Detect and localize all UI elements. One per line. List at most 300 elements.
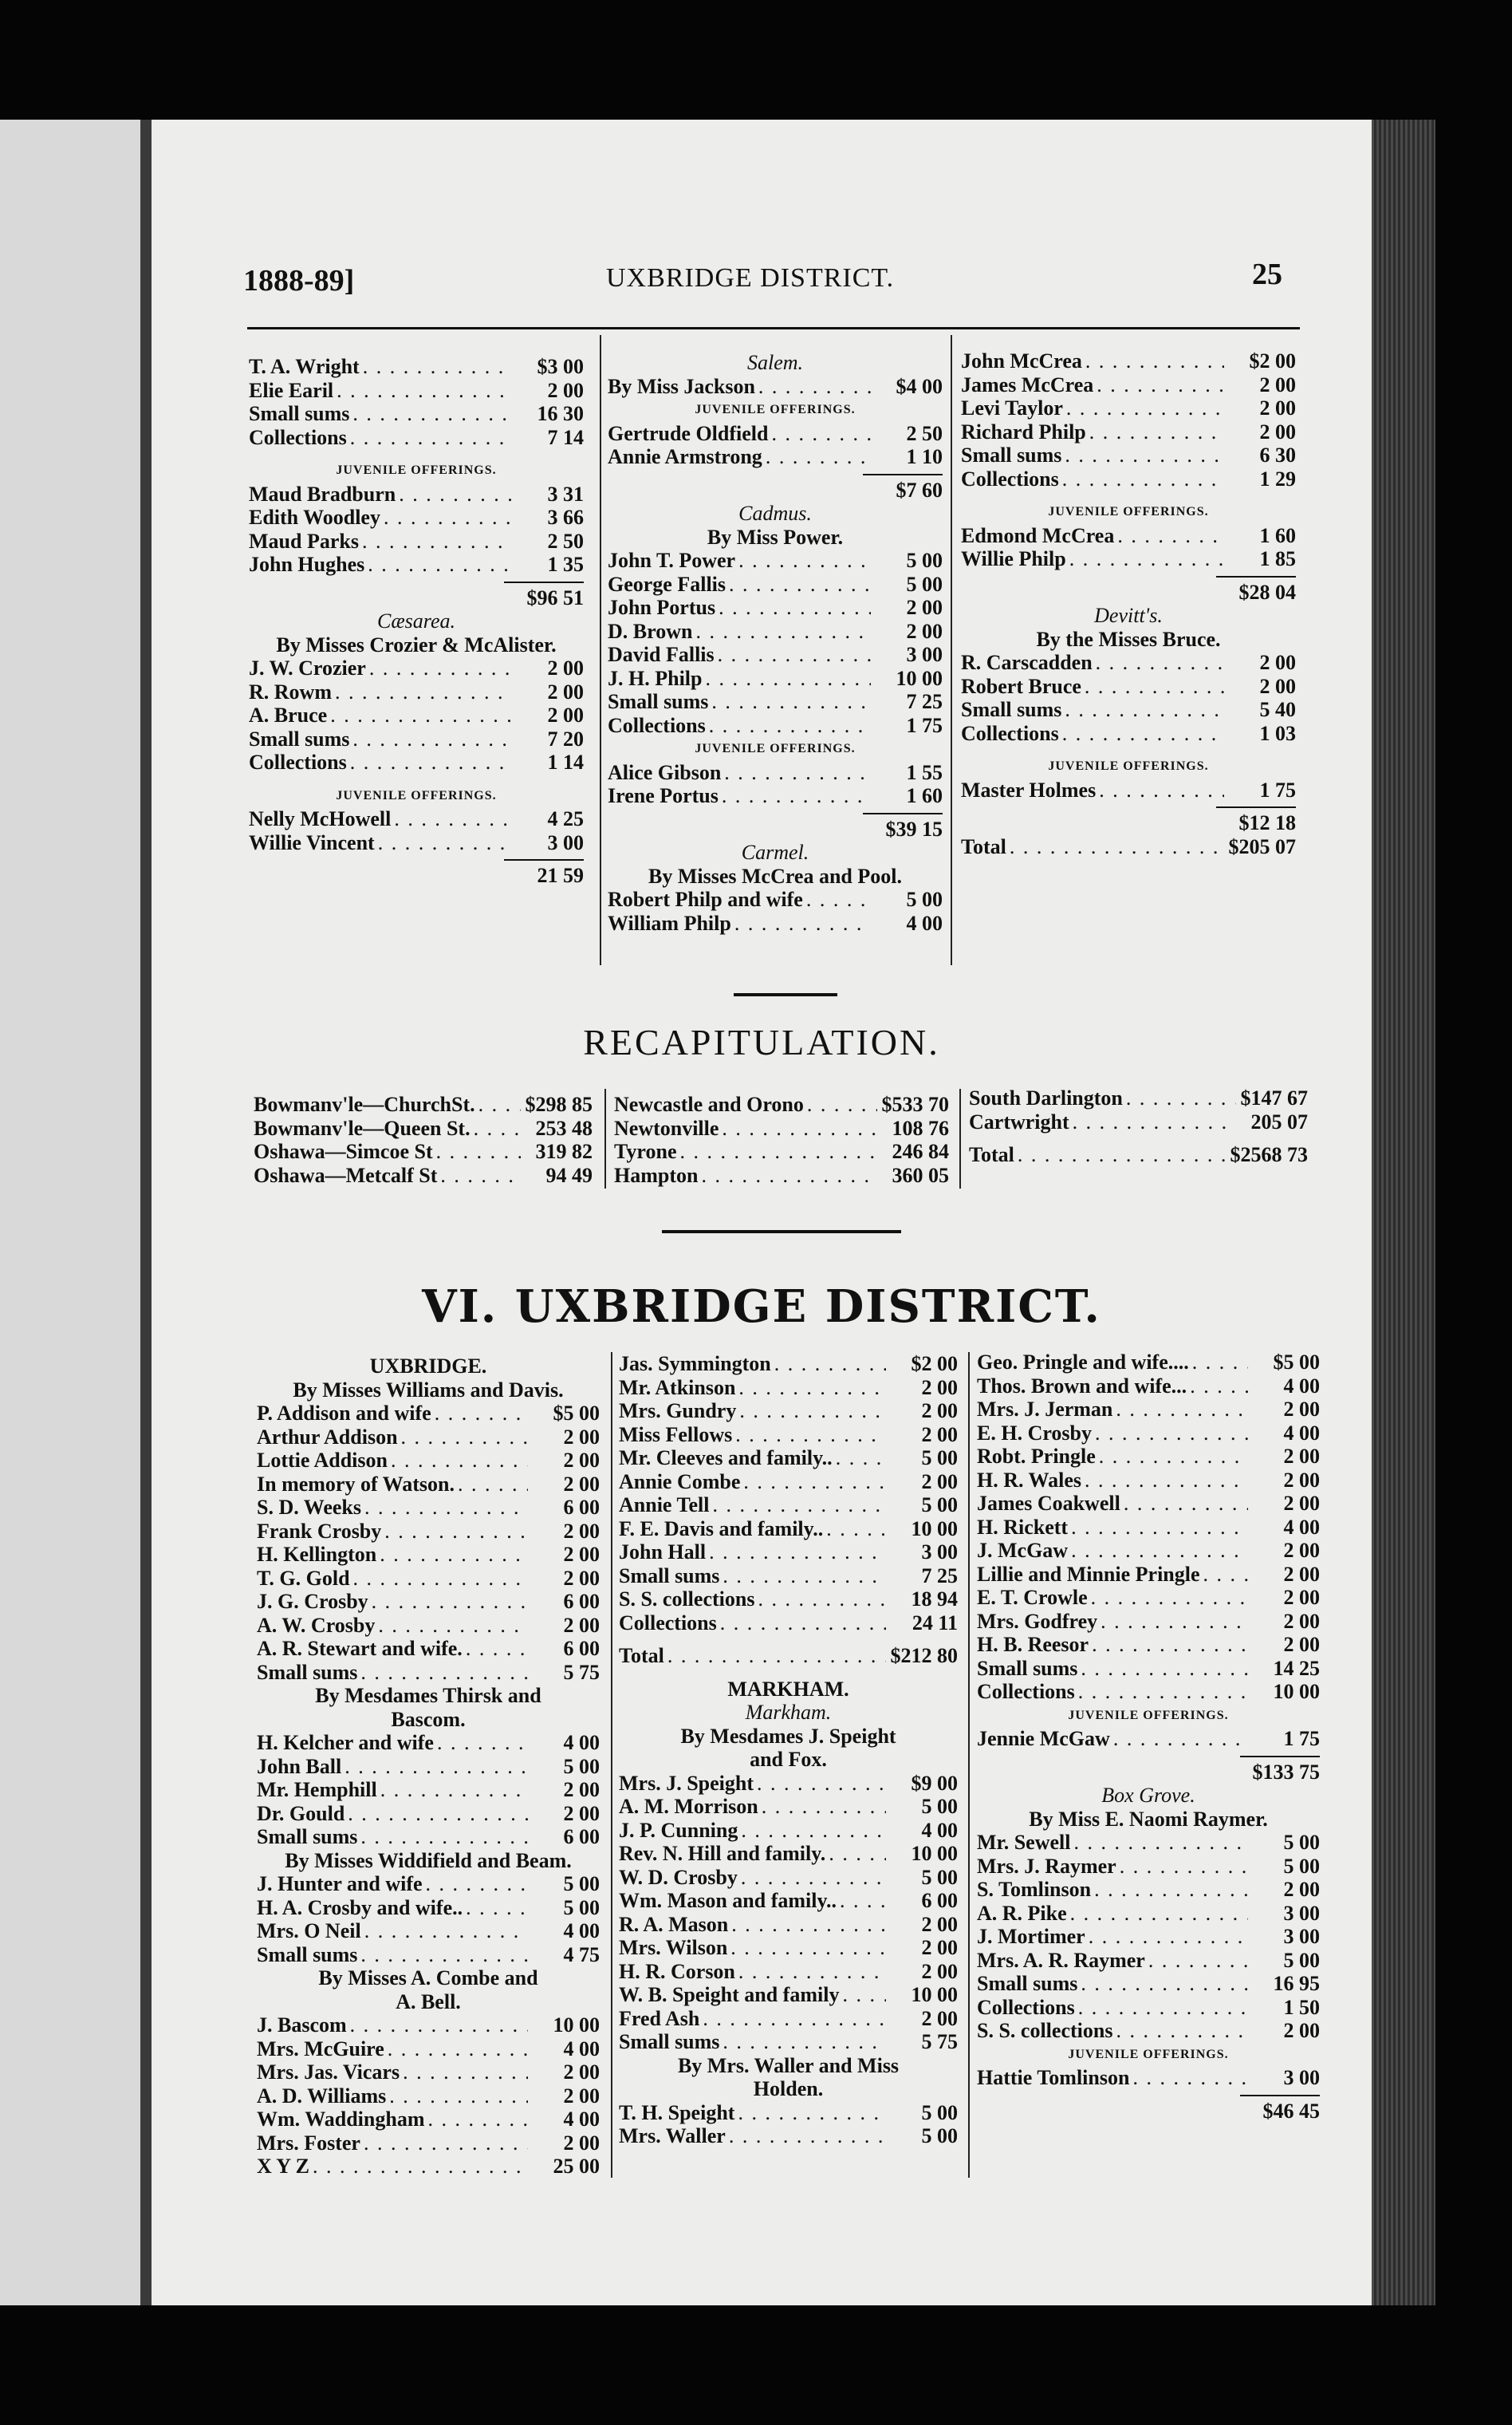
list-item bbox=[619, 1889, 958, 1913]
list-item bbox=[257, 1590, 600, 1614]
entry-name: Collections bbox=[977, 1995, 1075, 2019]
entry-amount: 3 00 bbox=[921, 1540, 958, 1563]
entry-amount: 2 00 bbox=[563, 1543, 600, 1566]
spacer bbox=[619, 1634, 958, 1644]
list-item bbox=[619, 2124, 958, 2148]
leader-dots bbox=[719, 1564, 886, 1588]
list-item bbox=[249, 553, 584, 577]
leader-dots bbox=[706, 1540, 886, 1564]
entry-name: James Coakwell bbox=[977, 1492, 1120, 1515]
list-item bbox=[619, 1772, 958, 1796]
subsection-label: JUVENILE OFFERINGS. bbox=[336, 788, 497, 802]
list-item bbox=[977, 1727, 1320, 1751]
section-heading: and Fox. bbox=[750, 1748, 827, 1771]
leader-dots bbox=[755, 375, 871, 399]
entry-name: Total bbox=[969, 1143, 1014, 1166]
list-item bbox=[608, 375, 943, 399]
list-item bbox=[961, 396, 1296, 420]
leader-dots bbox=[375, 1614, 528, 1638]
entry-amount: 7 14 bbox=[547, 425, 584, 449]
leader-dots bbox=[423, 1872, 528, 1896]
leader-dots bbox=[735, 1376, 886, 1400]
list-item bbox=[257, 1449, 600, 1473]
leader-dots bbox=[754, 1772, 886, 1796]
leader-dots bbox=[1086, 420, 1224, 444]
entry-name: In memory of Watson. bbox=[257, 1472, 455, 1496]
entry-name: Wm. Waddingham bbox=[257, 2108, 425, 2131]
entry-amount: 3 00 bbox=[1283, 1901, 1320, 1925]
spacer bbox=[969, 1134, 1308, 1143]
entry-amount: 2 00 bbox=[1283, 1633, 1320, 1656]
entry-name: A. D. Williams bbox=[257, 2084, 387, 2108]
entry-amount: 18 94 bbox=[911, 1587, 958, 1611]
leader-dots bbox=[1070, 1831, 1248, 1855]
entry-amount: $212 80 bbox=[890, 1644, 958, 1667]
leader-dots bbox=[719, 2030, 886, 2054]
leader-dots bbox=[803, 888, 871, 912]
entry-amount: 3 00 bbox=[1283, 2066, 1320, 2089]
list-item bbox=[249, 530, 584, 554]
list-item bbox=[977, 1996, 1320, 2020]
entry-name: A. Bruce bbox=[249, 704, 328, 727]
entry-amount: $205 07 bbox=[1228, 834, 1296, 858]
leader-dots bbox=[1096, 1445, 1248, 1469]
entry-name: E. T. Crowle bbox=[977, 1586, 1088, 1609]
list-item bbox=[257, 1872, 600, 1896]
list-item bbox=[619, 2101, 958, 2125]
list-item bbox=[977, 1398, 1320, 1421]
leader-dots bbox=[698, 1164, 877, 1188]
entry-name: Hampton bbox=[614, 1163, 699, 1187]
leader-dots bbox=[758, 1795, 886, 1819]
district-column-1 bbox=[257, 1354, 600, 2179]
entry-name: Small sums bbox=[257, 1942, 358, 1966]
list-item bbox=[977, 1351, 1320, 1374]
entry-amount: 2 00 bbox=[1259, 373, 1296, 396]
subsection-label: JUVENILE OFFERINGS. bbox=[695, 403, 856, 416]
entry-name: By Miss Jackson bbox=[608, 374, 755, 398]
entry-name: Mr. Hemphill bbox=[257, 1778, 377, 1801]
entry-name: Edmond McCrea bbox=[961, 523, 1115, 547]
entry-name: Mrs. Waller bbox=[619, 2124, 726, 2147]
column-divider bbox=[611, 1352, 612, 2178]
entry-amount: 1 85 bbox=[1259, 547, 1296, 570]
entry-name: Hattie Tomlinson bbox=[977, 2066, 1130, 2089]
list-item bbox=[619, 1493, 958, 1517]
list-item bbox=[977, 1539, 1320, 1563]
entry-name: Miss Fellows bbox=[619, 1422, 733, 1446]
leader-dots bbox=[431, 1402, 528, 1425]
leader-dots bbox=[1059, 467, 1224, 491]
entry-amount: 2 00 bbox=[921, 1422, 958, 1446]
leader-dots bbox=[1077, 1972, 1248, 1996]
subtotal: $96 51 bbox=[504, 582, 584, 610]
entry-name: T. G. Gold bbox=[257, 1566, 350, 1590]
entry-name: R. Rowm bbox=[249, 680, 332, 704]
recap-column-2 bbox=[614, 1093, 949, 1187]
list-item bbox=[608, 620, 943, 644]
list-item bbox=[257, 2131, 600, 2155]
list-item bbox=[249, 831, 584, 855]
leader-dots bbox=[347, 2013, 528, 2037]
entry-name: Jennie McGaw bbox=[977, 1727, 1110, 1750]
list-item bbox=[969, 1143, 1308, 1167]
entry-name: Wm. Mason and family.. bbox=[619, 1889, 837, 1912]
entry-name: David Fallis bbox=[608, 643, 715, 666]
entry-amount: 10 00 bbox=[1273, 1680, 1320, 1703]
leader-dots bbox=[1089, 1633, 1248, 1657]
entry-amount: 2 50 bbox=[547, 529, 584, 553]
leader-dots bbox=[347, 426, 512, 450]
subtotal: 21 59 bbox=[504, 859, 584, 888]
entry-amount: 2 00 bbox=[1283, 1878, 1320, 1901]
facing-page-edge bbox=[0, 120, 140, 2305]
entry-amount: 1 60 bbox=[1259, 523, 1296, 547]
list-item bbox=[961, 524, 1296, 548]
entry-name: J. G. Crosby bbox=[257, 1590, 368, 1613]
entry-name: Small sums bbox=[249, 727, 350, 751]
entry-amount: 7 20 bbox=[547, 727, 584, 751]
entry-amount: $2 00 bbox=[911, 1352, 958, 1375]
entry-name: Mrs. McGuire bbox=[257, 2037, 384, 2060]
leader-dots bbox=[676, 1140, 877, 1164]
entry-name: Mrs. A. R. Raymer bbox=[977, 1948, 1145, 1972]
entry-name: A. R. Stewart and wife. bbox=[257, 1637, 463, 1660]
entry-name: Fred Ash bbox=[619, 2006, 700, 2030]
subtotal: $7 60 bbox=[863, 474, 943, 503]
entry-amount: $147 67 bbox=[1240, 1086, 1308, 1110]
entry-amount: 253 48 bbox=[535, 1116, 593, 1140]
leader-dots bbox=[1088, 1586, 1248, 1610]
subsection-label: JUVENILE OFFERINGS. bbox=[1048, 759, 1209, 773]
entry-amount: 4 00 bbox=[563, 2108, 600, 2131]
leader-dots bbox=[717, 1611, 886, 1635]
entry-name: Newtonville bbox=[614, 1116, 719, 1140]
section-rule bbox=[662, 1230, 901, 1233]
entry-amount: 10 00 bbox=[896, 666, 943, 690]
leader-dots bbox=[463, 1637, 528, 1661]
entry-amount: 246 84 bbox=[892, 1140, 949, 1163]
entry-amount: 2 00 bbox=[1259, 651, 1296, 674]
entry-name: Willie Philp bbox=[961, 547, 1066, 570]
church-name: Box Grove. bbox=[1101, 1784, 1195, 1807]
list-item bbox=[977, 1563, 1320, 1587]
entry-name: H. A. Crosby and wife.. bbox=[257, 1895, 463, 1919]
entry-name: Small sums bbox=[249, 402, 350, 425]
entry-amount: 1 03 bbox=[1259, 721, 1296, 745]
leader-dots bbox=[381, 1520, 528, 1544]
leader-dots bbox=[1110, 1727, 1248, 1751]
leader-dots bbox=[1112, 1398, 1248, 1421]
list-item bbox=[961, 420, 1296, 444]
entry-name: Annie Tell bbox=[619, 1493, 710, 1516]
district-column-3 bbox=[977, 1351, 1320, 2123]
entry-amount: $2568 73 bbox=[1230, 1143, 1308, 1166]
list-item bbox=[257, 1802, 600, 1826]
entry-name: Mr. Cleeves and family.. bbox=[619, 1446, 833, 1469]
entry-amount: 5 00 bbox=[921, 2124, 958, 2147]
list-item bbox=[977, 1657, 1320, 1681]
entry-amount: 5 40 bbox=[1259, 698, 1296, 721]
leader-dots bbox=[762, 445, 871, 469]
leader-dots bbox=[1120, 1492, 1248, 1516]
section-rule bbox=[734, 993, 837, 996]
list-item bbox=[619, 1795, 958, 1819]
leader-dots bbox=[345, 1802, 528, 1826]
list-item bbox=[254, 1164, 593, 1188]
entry-amount: 2 00 bbox=[1259, 674, 1296, 698]
list-item bbox=[257, 1402, 600, 1425]
entry-name: Mrs. O Neil bbox=[257, 1919, 361, 1942]
entry-amount: 5 00 bbox=[563, 1895, 600, 1919]
entry-name: Levi Taylor bbox=[961, 396, 1063, 420]
list-item bbox=[608, 912, 943, 936]
entry-name: J. Mortimer bbox=[977, 1925, 1085, 1948]
header-rule bbox=[247, 327, 1300, 329]
leader-dots bbox=[1123, 1086, 1236, 1110]
entry-name: Richard Philp bbox=[961, 420, 1086, 444]
section-heading: By Mesdames J. Speight bbox=[680, 1724, 896, 1748]
leader-dots bbox=[736, 1399, 886, 1423]
entry-name: W. D. Crosby bbox=[619, 1865, 738, 1889]
list-item bbox=[257, 2108, 600, 2131]
entry-amount: 4 00 bbox=[921, 1818, 958, 1842]
header-years: 1888-89] bbox=[243, 264, 355, 298]
entry-amount: 2 50 bbox=[906, 421, 943, 445]
entry-name: Small sums bbox=[977, 1656, 1078, 1680]
entry-name: Mr. Sewell bbox=[977, 1831, 1071, 1854]
entry-amount: 5 00 bbox=[906, 549, 943, 572]
list-item bbox=[977, 1421, 1320, 1445]
leader-dots bbox=[349, 728, 512, 751]
leader-dots bbox=[754, 1587, 886, 1611]
entry-name: Collections bbox=[961, 721, 1059, 745]
leader-dots bbox=[357, 1661, 528, 1685]
list-item bbox=[257, 1825, 600, 1849]
entry-name: John Hall bbox=[619, 1540, 707, 1563]
leader-dots bbox=[699, 2007, 886, 2031]
entry-name: T. A. Wright bbox=[249, 355, 360, 378]
leader-dots bbox=[309, 2155, 528, 2179]
entry-amount: 2 00 bbox=[1259, 396, 1296, 420]
list-item bbox=[977, 1492, 1320, 1516]
leader-dots bbox=[692, 620, 871, 644]
list-item bbox=[257, 1614, 600, 1638]
list-item bbox=[608, 445, 943, 469]
entry-name: E. H. Crosby bbox=[977, 1421, 1092, 1445]
leader-dots bbox=[721, 761, 871, 785]
list-item bbox=[249, 807, 584, 831]
entry-name: J. W. Crozier bbox=[249, 657, 366, 680]
church-name: Cæsarea. bbox=[377, 609, 455, 633]
list-item bbox=[249, 506, 584, 530]
entry-amount: 2 00 bbox=[547, 657, 584, 680]
entry-amount: 4 00 bbox=[906, 911, 943, 935]
list-item bbox=[977, 1972, 1320, 1996]
leader-dots bbox=[1092, 1421, 1248, 1445]
entry-name: H. Rickett bbox=[977, 1515, 1069, 1539]
leader-dots bbox=[332, 680, 512, 704]
entry-name: Arthur Addison bbox=[257, 1425, 398, 1449]
list-item bbox=[619, 1913, 958, 1937]
list-item bbox=[977, 2019, 1320, 2043]
section-heading: By Misses Williams and Davis. bbox=[293, 1378, 564, 1402]
entry-name: A. M. Morrison bbox=[619, 1795, 758, 1818]
entry-amount: 6 00 bbox=[563, 1825, 600, 1848]
leader-dots bbox=[728, 1913, 886, 1937]
entry-name: South Darlington bbox=[969, 1086, 1123, 1110]
leader-dots bbox=[1093, 651, 1224, 675]
list-item bbox=[977, 1949, 1320, 1973]
leader-dots bbox=[715, 596, 871, 620]
list-item bbox=[977, 1633, 1320, 1657]
entry-name: Annie Armstrong bbox=[608, 445, 762, 468]
entry-name: Small sums bbox=[257, 1660, 358, 1684]
entry-name: John T. Power bbox=[608, 549, 736, 572]
entry-name: H. B. Reesor bbox=[977, 1633, 1089, 1656]
entry-name: John McCrea bbox=[961, 349, 1082, 373]
entry-name: P. Addison and wife bbox=[257, 1402, 431, 1425]
entry-name: S. Tomlinson bbox=[977, 1878, 1092, 1901]
list-item bbox=[619, 1644, 958, 1668]
section-heading: By Misses Crozier & McAlister. bbox=[276, 633, 557, 657]
leader-dots bbox=[804, 1093, 877, 1117]
entry-name: George Fallis bbox=[608, 572, 726, 596]
leader-dots bbox=[347, 751, 512, 775]
leader-dots bbox=[349, 402, 512, 426]
entry-amount: 4 00 bbox=[563, 1919, 600, 1942]
entry-amount: 2 00 bbox=[563, 2084, 600, 2108]
entry-amount: 205 07 bbox=[1250, 1110, 1308, 1134]
entry-name: John Portus bbox=[608, 596, 716, 619]
entry-amount: 2 00 bbox=[906, 619, 943, 643]
list-item bbox=[977, 1925, 1320, 1949]
list-item bbox=[619, 1611, 958, 1635]
leader-dots bbox=[1081, 675, 1224, 699]
entry-name: Tyrone bbox=[614, 1140, 677, 1163]
leader-dots bbox=[1006, 835, 1224, 859]
leader-dots bbox=[1077, 1657, 1248, 1681]
list-item bbox=[961, 698, 1296, 722]
entry-amount: 4 25 bbox=[547, 807, 584, 830]
leader-dots bbox=[833, 1446, 886, 1470]
list-item bbox=[608, 714, 943, 738]
list-item bbox=[961, 675, 1296, 699]
leader-dots bbox=[366, 657, 512, 680]
leader-dots bbox=[361, 1496, 528, 1520]
entry-amount: 1 50 bbox=[1283, 1995, 1320, 2019]
leader-dots bbox=[706, 714, 871, 738]
subtotal: $46 45 bbox=[1240, 2095, 1320, 2123]
entry-amount: 4 00 bbox=[563, 2037, 600, 2060]
leader-dots bbox=[839, 1983, 886, 2007]
entry-amount: 5 00 bbox=[921, 1493, 958, 1516]
entry-amount: 3 00 bbox=[547, 830, 584, 854]
entry-name: Total bbox=[961, 834, 1006, 858]
entry-name: H. R. Corson bbox=[619, 1959, 735, 1983]
entry-amount: 7 25 bbox=[921, 1563, 958, 1587]
entry-name: Small sums bbox=[608, 690, 709, 713]
entry-amount: 4 00 bbox=[1283, 1515, 1320, 1539]
subsection-label: JUVENILE OFFERINGS. bbox=[1048, 505, 1209, 519]
subtotal: $28 04 bbox=[1216, 576, 1296, 605]
entry-amount: 2 00 bbox=[906, 596, 943, 619]
list-item bbox=[608, 573, 943, 597]
entry-amount: 2 00 bbox=[547, 680, 584, 704]
entry-amount: 2 00 bbox=[563, 1566, 600, 1590]
entry-name: J. Hunter and wife bbox=[257, 1872, 423, 1895]
list-item bbox=[257, 1896, 600, 1920]
leader-dots bbox=[375, 831, 512, 855]
entry-amount: 16 30 bbox=[537, 402, 584, 425]
entry-amount: 6 30 bbox=[1259, 444, 1296, 467]
district-title: VI. UXBRIDGE DISTRICT. bbox=[422, 1280, 1101, 1333]
entry-amount: 10 00 bbox=[911, 1983, 958, 2006]
list-item bbox=[249, 483, 584, 507]
entry-amount: 5 00 bbox=[921, 1865, 958, 1889]
section-heading: By Miss E. Naomi Raymer. bbox=[1029, 1807, 1268, 1831]
list-item bbox=[977, 1610, 1320, 1634]
entry-amount: 1 75 bbox=[1283, 1727, 1320, 1750]
list-item bbox=[249, 426, 584, 450]
leader-dots bbox=[1066, 547, 1224, 571]
entry-name: Small sums bbox=[619, 1563, 720, 1587]
list-item bbox=[961, 467, 1296, 491]
section-heading: By the Misses Bruce. bbox=[1036, 627, 1221, 651]
entry-name: Elie Earil bbox=[249, 378, 334, 402]
entry-name: S. D. Weeks bbox=[257, 1496, 361, 1519]
entry-name: Newcastle and Orono bbox=[614, 1093, 804, 1116]
column-divider bbox=[604, 1089, 606, 1189]
entry-name: Jas. Symmington bbox=[619, 1352, 771, 1375]
leader-dots bbox=[664, 1644, 886, 1668]
header-page-number: 25 bbox=[1252, 258, 1282, 291]
entry-name: J. P. Cunning bbox=[619, 1818, 738, 1842]
section-heading: By Misses A. Combe and bbox=[318, 1966, 538, 1989]
list-item bbox=[961, 779, 1296, 802]
leader-dots bbox=[823, 1517, 886, 1541]
entry-amount: 3 66 bbox=[547, 506, 584, 529]
section-heading: By Misses McCrea and Pool. bbox=[648, 864, 902, 888]
recap-column-3 bbox=[969, 1086, 1308, 1167]
entry-amount: 2 00 bbox=[1283, 2019, 1320, 2042]
leader-dots bbox=[837, 1889, 886, 1913]
entry-amount: $4 00 bbox=[896, 374, 943, 398]
entry-name: Mrs. J. Raymer bbox=[977, 1854, 1116, 1878]
leader-dots bbox=[437, 1164, 521, 1188]
leader-dots bbox=[357, 1943, 528, 1967]
entry-amount: 94 49 bbox=[545, 1163, 593, 1187]
subsection-label: JUVENILE OFFERINGS. bbox=[1068, 1708, 1229, 1722]
leader-dots bbox=[1085, 1925, 1248, 1949]
entry-amount: 2 00 bbox=[1259, 420, 1296, 444]
list-item bbox=[619, 1819, 958, 1843]
leader-dots bbox=[380, 506, 512, 530]
list-item bbox=[257, 2084, 600, 2108]
list-item bbox=[249, 355, 584, 379]
leader-dots bbox=[1068, 1516, 1248, 1540]
top-column-3 bbox=[961, 349, 1296, 858]
list-item bbox=[257, 1661, 600, 1685]
list-item bbox=[619, 1470, 958, 1494]
section-heading: UXBRIDGE. bbox=[369, 1354, 487, 1378]
entry-amount: 2 00 bbox=[563, 1425, 600, 1449]
entry-amount: 5 00 bbox=[563, 1754, 600, 1778]
list-item bbox=[257, 1943, 600, 1967]
entry-name: Geo. Pringle and wife.... bbox=[977, 1351, 1189, 1374]
entry-amount: 2 00 bbox=[1283, 1586, 1320, 1609]
entry-amount: 6 00 bbox=[921, 1889, 958, 1912]
